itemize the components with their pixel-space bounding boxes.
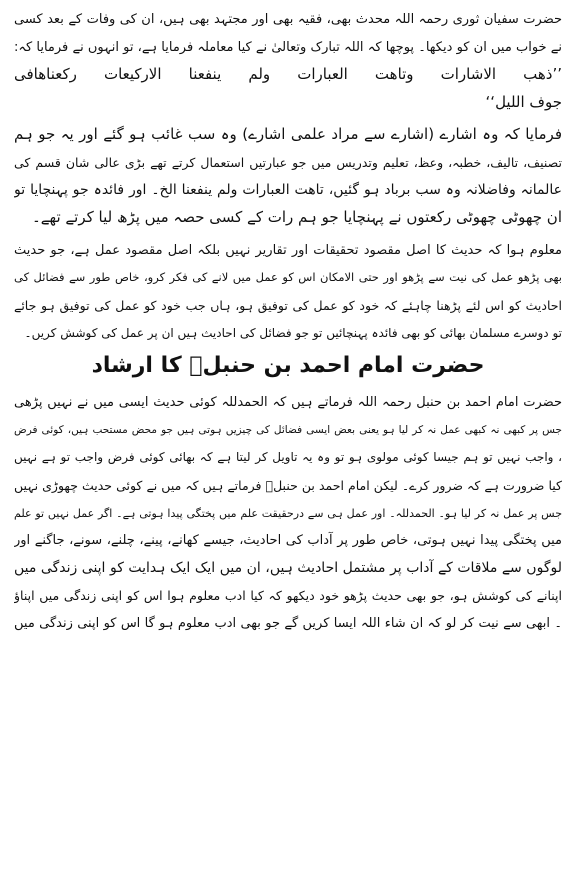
paragraph-1 xyxy=(14,6,562,116)
paragraph-3 xyxy=(14,237,562,347)
text-line: حضرت سفیان ثوری رحمہ اللہ محدث بھی، فقیہ بھی اور مجتہد بھی ہیں، ان کی وفات کے بعد کسی xyxy=(14,12,562,27)
text-line: احادیث کو اس لئے پڑھنا چاہئے کہ خود کو عمل کی توفیق ہو، ہاں جب خود کو عمل کی توفیق ہو جائے xyxy=(14,297,562,313)
text-line: لوگوں سے ملاقات کے آداب پر مشتمل احادیث ہیں، ان میں ایک ایک ہدایت کو اپنی زندگی میں xyxy=(14,559,562,576)
text-line: معلوم ہوا کہ حدیث کا اصل مقصود تحقیقات اور تقاریر نہیں بلکہ اصل مقصود عمل ہے، جو حدیث xyxy=(14,242,562,258)
text-line: جس پر عمل نہ کر لیا ہو۔ الحمدللہ۔ اور عمل ہی سے درحقیقت علم میں پختگی پیدا ہوتی ہے۔ اگر عمل نہیں تو علم xyxy=(14,506,562,520)
text-line: تصنیف، تالیف، خطبہ، وعظ، تعلیم وتدریس میں جو عبارتیں استعمال کرتے تھے بڑی عالی شان قسم کی xyxy=(14,154,562,170)
text-line: اپنانے کی کوشش ہو، جو بھی حدیث پڑھو خود دیکھو کہ کیا ادب معلوم ہوا اس کو اپنی زندگی میں اپناؤ xyxy=(14,588,562,604)
text-line: تو دوسرے مسلمان بھائی کو بھی فائدہ پہنچائیں تو جو فضائل کی احادیث ہیں ان پر عمل کی کوشش کریں۔ xyxy=(24,325,562,340)
text-line: ’’ذھب الاشارات وتاھت العبارات ولم ینفعنا الارکیعات رکعناھافی xyxy=(14,65,562,84)
text-line: عالمانہ وفاضلانہ وہ سب برباد ہو گئیں، تاھت العبارات ولم ینفعنا الخ۔ اور فائدہ جو پہنچایا تو xyxy=(14,181,562,198)
text-line: میں پختگی پیدا نہیں ہوتی، خاص طور پر آداب کی احادیث، جیسے کھانے، پینے، چلنے، سونے، جاگنے اور xyxy=(14,533,562,549)
section-heading: حضرت امام احمد بن حنبلؒ کا ارشاد xyxy=(91,353,485,379)
text-line: کیا ضرورت ہے کہ ضرور کرے۔ لیکن امام احمد بن حنبلؒ فرماتے ہیں کہ میں نے کوئی حدیث چھوڑی نہیں xyxy=(14,477,562,493)
paragraph-2 xyxy=(14,121,562,231)
paragraph-4 xyxy=(14,389,562,637)
text-line: فرمایا کہ وہ اشارے (اشارے سے مراد علمی اشارے) وہ سب غائب ہو گئے اور یہ جو ہم xyxy=(14,125,562,144)
text-line: جوف اللیل‘‘ xyxy=(485,92,562,111)
text-line: بھی پڑھو عمل کی نیت سے پڑھو اور حتی الامکان اس کو عمل میں لانے کی فکر کرو، خاص طور سے فضائل کی xyxy=(14,270,562,285)
text-line: ، واجب نہیں تو ہم جیسا کوئی مولوی ہو تو وہ یہ تاویل کر لیتا ہے کہ بھائی کوئی فرض واجب تو ہے نہیں xyxy=(14,450,562,465)
text-line: جس پر کبھی نہ کبھی عمل نہ کر لیا ہو یعنی بعض ایسی فضائل کی چیزیں ہوتی ہیں جو محض مستحب ہیں، کوئی فرض xyxy=(14,423,562,436)
text-line: نے خواب میں ان کو دیکھا۔ پوچھا کہ اللہ تبارک وتعالیٰ نے کیا معاملہ فرمایا ہے، تو انہوں نے فرمایا کہ: xyxy=(14,39,562,55)
text-line: حضرت امام احمد بن حنبل رحمہ اللہ فرماتے ہیں کہ الحمدللہ کوئی حدیث ایسی میں نے نہیں پڑھی xyxy=(14,395,562,411)
text-line: ۔ ابھی سے نیت کر لو کہ ان شاء اللہ ایسا کریں گے جو بھی ادب معلوم ہو گا اس کو اپنی زندگی میں xyxy=(14,615,562,631)
text-line: ان چھوٹی چھوٹی رکعتوں نے پہنچایا جو ہم رات کے کسی حصہ میں پڑھ لیا کرتے تھے۔ xyxy=(31,208,562,227)
